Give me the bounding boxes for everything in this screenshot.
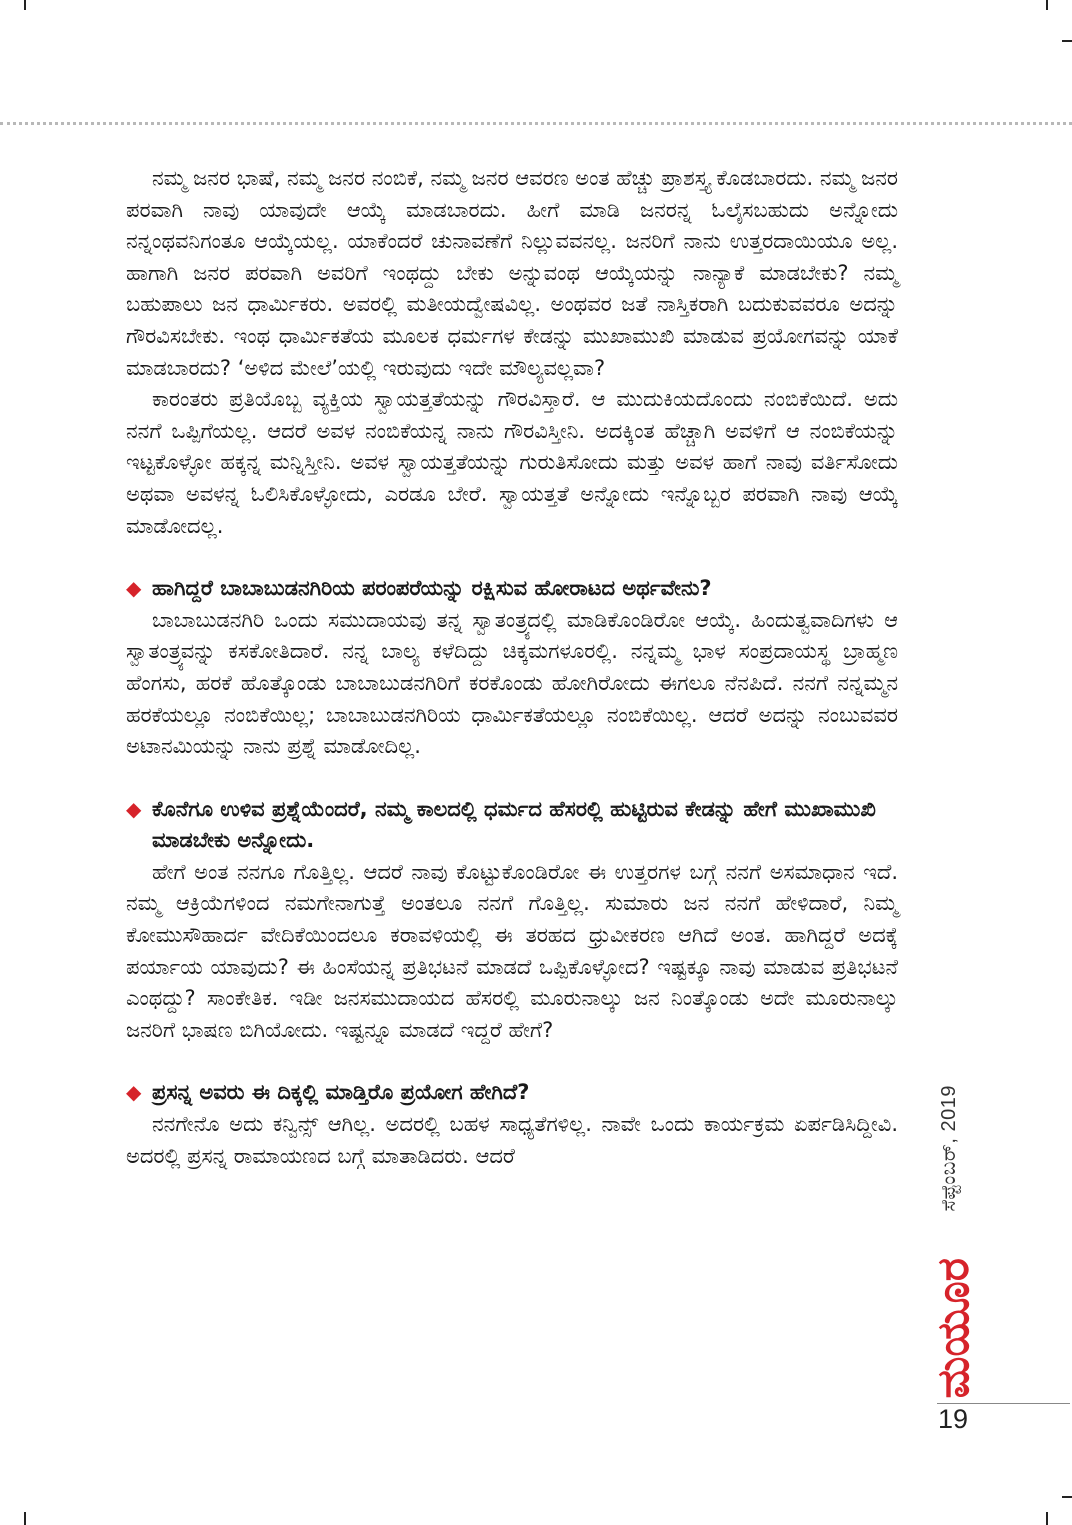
diamond-bullet-icon: ◆: [126, 796, 142, 821]
crop-mark-bottom-left: [24, 1512, 26, 1525]
article-paragraph-2: ಕಾರಂತರು ಪ್ರತಿಯೊಬ್ಬ ವ್ಯಕ್ತಿಯ ಸ್ವಾಯತ್ತತೆಯನ್ನು ಗೌರವಿಸ್ತಾರೆ. ಆ ಮುದುಕಿಯದೊಂದು ನಂಬಿಕೆಯಿದೆ. ಅದು ನನಗೆ ಒಪ್ಪಿಗೆಯಲ್ಲ. ಆದರೆ ಅವಳ ನಂಬಿಕೆಯನ್ನ ನಾನು ಗೌರವಿಸ್ತೀನಿ. ಅದಕ್ಕಿಂತ ಹೆಚ್ಚಾಗಿ ಅವಳಿಗೆ ಆ ನಂಬಿಕೆಯನ್ನು ಇಟ್ಟಕೊಳ್ಳೋ ಹಕ್ಕನ್ನ ಮನ್ನಿಸ್ತೀನಿ. ಅವಳ ಸ್ವಾಯತ್ತತೆಯನ್ನು ಗುರುತಿಸೋದು ಮತ್ತು ಅವಳ ಹಾಗೆ ನಾವು ವರ್ತಿಸೋದು ಅಥವಾ ಅವಳನ್ನ ಓಲಿಸಿಕೊಳ್ಳೋದು, ಎರಡೂ ಬೇರೆ. ಸ್ವಾಯತ್ತತೆ ಅನ್ನೋದು ಇನ್ನೊಬ್ಬರ ಪರವಾಗಿ ನಾವು ಆಯ್ಕೆ ಮಾಡೋದಲ್ಲ.: [126, 387, 898, 538]
section-gap: [126, 1046, 898, 1077]
question-text: ಪ್ರಸನ್ನ ಅವರು ಈ ದಿಕ್ಕಲ್ಲಿ ಮಾಡ್ತಿರೊ ಪ್ರಯೋಗ ಹೇಗಿದೆ?: [152, 1080, 530, 1105]
interview-question-1: [126, 573, 898, 605]
diamond-bullet-icon: ◆: [126, 576, 142, 601]
question-text: ಹಾಗಿದ್ದರೆ ಬಾಬಾಬುಡನಗಿರಿಯ ಪರಂಪರೆಯನ್ನು ರಕ್ಷಿಸುವ ಹೋರಾಟದ ಅರ್ಥವೇನು?: [152, 576, 712, 601]
interview-question-2: [126, 794, 898, 857]
header-dotted-rule: [0, 122, 1072, 125]
article-paragraph-1: ನಮ್ಮ ಜನರ ಭಾಷೆ, ನಮ್ಮ ಜನರ ನಂಬಿಕೆ, ನಮ್ಮ ಜನರ ಆವರಣ ಅಂತ ಹೆಚ್ಚು ಪ್ರಾಶಸ್ತ್ಯ ಕೊಡಬಾರದು. ನಮ್ಮ ಜನರ ಪರವಾಗಿ ನಾವು ಯಾವುದೇ ಆಯ್ಕೆ ಮಾಡಬಾರದು. ಹೀಗೆ ಮಾಡಿ ಜನರನ್ನ ಓಲೈಸಬಹುದು ಅನ್ನೋದು ನನ್ನಂಥವನಿಗಂತೂ ಆಯ್ಕೆಯಲ್ಲ. ಯಾಕೆಂದರೆ ಚುನಾವಣೆಗೆ ನಿಲ್ಲುವವನಲ್ಲ. ಜನರಿಗೆ ನಾನು ಉತ್ತರದಾಯಿಯೂ ಅಲ್ಲ. ಹಾಗಾಗಿ ಜನರ ಪರವಾಗಿ ಅವರಿಗೆ ಇಂಥದ್ದು ಬೇಕು ಅನ್ನುವಂಥ ಆಯ್ಕೆಯನ್ನು ನಾನ್ಯಾಕೆ ಮಾಡಬೇಕು? ನಮ್ಮ ಬಹುಪಾಲು ಜನ ಧಾರ್ಮಿಕರು. ಅವರಲ್ಲಿ ಮತೀಯದ್ವೇಷವಿಲ್ಲ. ಅಂಥವರ ಜತೆ ನಾಸ್ತಿಕರಾಗಿ ಬದುಕುವವರೂ ಅದನ್ನು ಗೌರವಿಸಬೇಕು. ಇಂಥ ಧಾರ್ಮಿಕತೆಯ ಮೂಲಕ ಧರ್ಮಗಳ ಕೇಡನ್ನು ಮುಖಾಮುಖಿ ಮಾಡುವ ಪ್ರಯೋಗವನ್ನು ಯಾಕೆ ಮಾಡಬಾರದು? ‘ಅಳಿದ ಮೇಲೆ’ಯಲ್ಲಿ ಇರುವುದು ಇದೇ ಮೌಲ್ಯವಲ್ಲವಾ?: [126, 166, 898, 380]
section-gap: [126, 763, 898, 794]
crop-mark-right-bottom: [1062, 1496, 1072, 1498]
interview-question-3: [126, 1077, 898, 1109]
crop-mark-top-right: [1046, 0, 1048, 10]
section-gap: [126, 542, 898, 573]
magazine-logo: ಮಯೂರ: [928, 1258, 979, 1399]
issue-date: ಸೆಪ್ಟೆಂಬರ್, 2019: [938, 1085, 960, 1212]
diamond-bullet-icon: ◆: [126, 1080, 142, 1105]
article-body: [126, 163, 898, 1172]
article-paragraph-5: ನನಗೇನೊ ಅದು ಕನ್ವಿನ್ಸ್ ಆಗಿಲ್ಲ. ಅದರಲ್ಲಿ ಬಹಳ ಸಾಧ್ಯತೆಗಳಿಲ್ಲ. ನಾವೇ ಒಂದು ಕಾರ್ಯಕ್ರಮ ಏರ್ಪಡಿಸಿದ್ದೀವಿ. ಅದರಲ್ಲಿ ಪ್ರಸನ್ನ ರಾಮಾಯಣದ ಬಗ್ಗೆ ಮಾತಾಡಿದರು. ಆದರೆ: [126, 1112, 898, 1168]
article-paragraph-4: ಹೇಗೆ ಅಂತ ನನಗೂ ಗೊತ್ತಿಲ್ಲ. ಆದರೆ ನಾವು ಕೊಟ್ಟುಕೊಂಡಿರೋ ಈ ಉತ್ತರಗಳ ಬಗ್ಗೆ ನನಗೆ ಅಸಮಾಧಾನ ಇದೆ. ನಮ್ಮ ಆಕ್ರಿಯೆಗಳಿಂದ ನಮಗೇನಾಗುತ್ತೆ ಅಂತಲೂ ನನಗೆ ಗೊತ್ತಿಲ್ಲ. ಸುಮಾರು ಜನ ನನಗೆ ಹೇಳಿದಾರೆ, ನಿಮ್ಮ ಕೋಮುಸೌಹಾರ್ದ ವೇದಿಕೆಯಿಂದಲೂ ಕರಾವಳಿಯಲ್ಲಿ ಈ ತರಹದ ಧ್ರುವೀಕರಣ ಆಗಿದೆ ಅಂತ. ಹಾಗಿದ್ದರೆ ಅದಕ್ಕೆ ಪರ್ಯಾಯ ಯಾವುದು? ಈ ಹಿಂಸೆಯನ್ನ ಪ್ರತಿಭಟನೆ ಮಾಡದೆ ಒಪ್ಪಿಕೊಳ್ಳೋದ? ಇಷ್ಟಕ್ಕೂ ನಾವು ಮಾಡುವ ಪ್ರತಿಭಟನೆ ಎಂಥದ್ದು? ಸಾಂಕೇತಿಕ. ಇಡೀ ಜನಸಮುದಾಯದ ಹೆಸರಲ್ಲಿ ಮೂರುನಾಲ್ಕು ಜನ ನಿಂತ್ಕೊಂಡು ಅದೇ ಮೂರುನಾಲ್ಕು ಜನರಿಗೆ ಭಾಷಣ ಬಿಗಿಯೋದು. ಇಷ್ಟನ್ನೂ ಮಾಡದೆ ಇದ್ದರೆ ಹೇಗೆ?: [126, 859, 898, 1042]
article-paragraph-3: ಬಾಬಾಬುಡನಗಿರಿ ಒಂದು ಸಮುದಾಯವು ತನ್ನ ಸ್ವಾತಂತ್ರ್ಯದಲ್ಲಿ ಮಾಡಿಕೊಂಡಿರೋ ಆಯ್ಕೆ. ಹಿಂದುತ್ವವಾದಿಗಳು ಆ ಸ್ವಾತಂತ್ರ್ಯವನ್ನು ಕಸಕೋತಿದಾರೆ. ನನ್ನ ಬಾಲ್ಯ ಕಳೆದಿದ್ದು ಚಿಕ್ಕಮಗಳೂರಲ್ಲಿ. ನನ್ನಮ್ಮ ಭಾಳ ಸಂಪ್ರದಾಯಸ್ಥ ಬ್ರಾಹ್ಮಣ ಹೆಂಗಸು, ಹರಕೆ ಹೊತ್ಕೊಂಡು ಬಾಬಾಬುಡನಗಿರಿಗೆ ಕರಕೊಂಡು ಹೋಗಿರೋದು ಈಗಲೂ ನೆನಪಿದೆ. ನನಗೆ ನನ್ನಮ್ಮನ ಹರಕೆಯಲ್ಲೂ ನಂಬಿಕೆಯಿಲ್ಲ; ಬಾಬಾಬುಡನಗಿರಿಯ ಧಾರ್ಮಿಕತೆಯಲ್ಲೂ ನಂಬಿಕೆಯಿಲ್ಲ. ಆದರೆ ಅದನ್ನು ನಂಬುವವರ ಅಟಾನಮಿಯನ್ನು ನಾನು ಪ್ರಶ್ನೆ ಮಾಡೋದಿಲ್ಲ.: [126, 607, 898, 759]
crop-mark-right-top: [1062, 40, 1072, 42]
crop-mark-top-left: [24, 0, 26, 10]
crop-mark-bottom-right: [1046, 1512, 1048, 1525]
page-number: 19: [938, 1404, 969, 1434]
question-text: ಕೊನೆಗೂ ಉಳಿವ ಪ್ರಶ್ನೆಯೆಂದರೆ, ನಮ್ಮ ಕಾಲದಲ್ಲಿ ಧರ್ಮದ ಹೆಸರಲ್ಲಿ ಹುಟ್ಟಿರುವ ಕೇಡನ್ನು ಹೇಗೆ ಮುಖಾಮುಖಿ ಮಾಡಬೇಕು ಅನ್ನೋದು.: [152, 796, 876, 853]
